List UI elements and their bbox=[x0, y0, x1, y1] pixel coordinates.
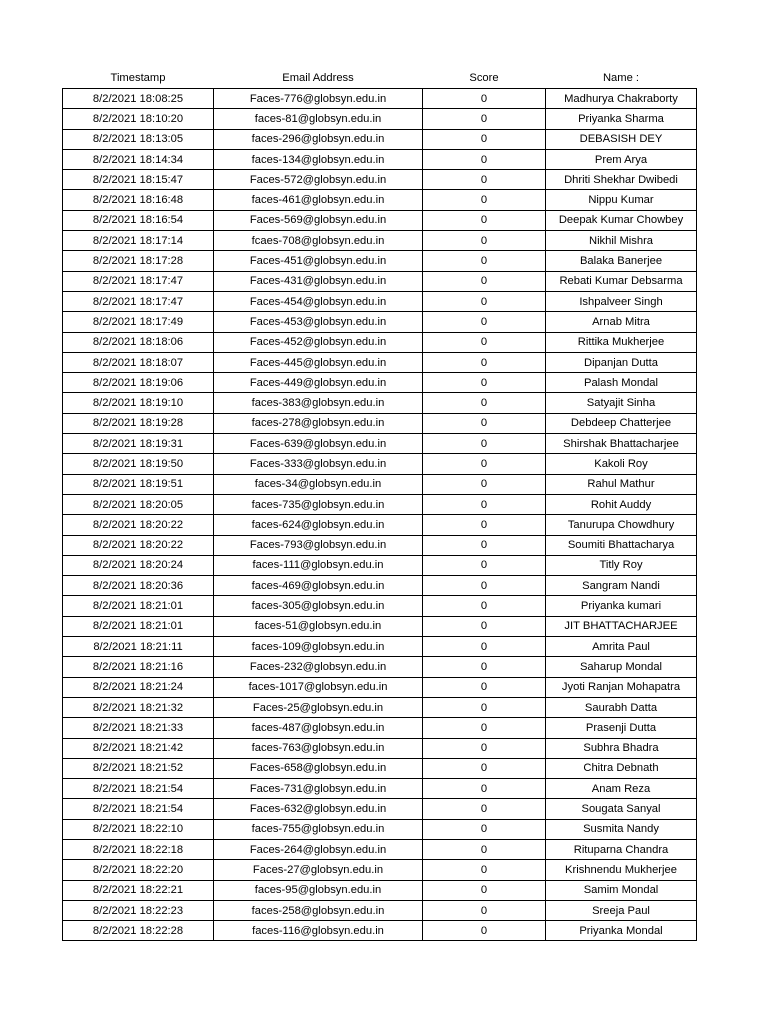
email-cell: Faces-25@globsyn.edu.in bbox=[214, 697, 423, 717]
score-cell: 0 bbox=[423, 515, 546, 535]
score-cell: 0 bbox=[423, 576, 546, 596]
name-cell: Rittika Mukherjee bbox=[546, 332, 697, 352]
table-row bbox=[63, 109, 697, 129]
timestamp-cell: 8/2/2021 18:22:20 bbox=[63, 860, 214, 880]
timestamp-cell: 8/2/2021 18:20:22 bbox=[63, 515, 214, 535]
timestamp-cell: 8/2/2021 18:17:28 bbox=[63, 251, 214, 271]
timestamp-cell: 8/2/2021 18:22:28 bbox=[63, 921, 214, 941]
header-timestamp: Timestamp bbox=[110, 72, 166, 84]
table-row bbox=[63, 637, 697, 657]
name-cell: Subhra Bhadra bbox=[546, 738, 697, 758]
score-cell: 0 bbox=[423, 190, 546, 210]
timestamp-cell: 8/2/2021 18:17:47 bbox=[63, 291, 214, 311]
table-row bbox=[63, 839, 697, 859]
email-cell: faces-134@globsyn.edu.in bbox=[214, 149, 423, 169]
email-cell: Faces-454@globsyn.edu.in bbox=[214, 291, 423, 311]
email-cell: Faces-452@globsyn.edu.in bbox=[214, 332, 423, 352]
email-cell: Faces-793@globsyn.edu.in bbox=[214, 535, 423, 555]
timestamp-cell: 8/2/2021 18:19:28 bbox=[63, 413, 214, 433]
name-cell: Priyanka Sharma bbox=[546, 109, 697, 129]
score-cell: 0 bbox=[423, 231, 546, 251]
email-cell: Faces-431@globsyn.edu.in bbox=[214, 271, 423, 291]
name-cell: DEBASISH DEY bbox=[546, 129, 697, 149]
name-cell: Jyoti Ranjan Mohapatra bbox=[546, 677, 697, 697]
timestamp-cell: 8/2/2021 18:21:52 bbox=[63, 758, 214, 778]
table-row bbox=[63, 799, 697, 819]
timestamp-cell: 8/2/2021 18:21:24 bbox=[63, 677, 214, 697]
name-cell: Nippu Kumar bbox=[546, 190, 697, 210]
table-row bbox=[63, 210, 697, 230]
score-cell: 0 bbox=[423, 779, 546, 799]
email-cell: faces-755@globsyn.edu.in bbox=[214, 819, 423, 839]
table-row bbox=[63, 89, 697, 109]
timestamp-cell: 8/2/2021 18:20:36 bbox=[63, 576, 214, 596]
table-row bbox=[63, 657, 697, 677]
table-row bbox=[63, 576, 697, 596]
table-row bbox=[63, 494, 697, 514]
table-row bbox=[63, 393, 697, 413]
score-cell: 0 bbox=[423, 677, 546, 697]
name-cell: Nikhil Mishra bbox=[546, 231, 697, 251]
email-cell: faces-469@globsyn.edu.in bbox=[214, 576, 423, 596]
score-cell: 0 bbox=[423, 535, 546, 555]
timestamp-cell: 8/2/2021 18:21:54 bbox=[63, 779, 214, 799]
score-cell: 0 bbox=[423, 839, 546, 859]
name-cell: Susmita Nandy bbox=[546, 819, 697, 839]
name-cell: Priyanka kumari bbox=[546, 596, 697, 616]
score-cell: 0 bbox=[423, 291, 546, 311]
name-cell: Kakoli Roy bbox=[546, 454, 697, 474]
email-cell: faces-296@globsyn.edu.in bbox=[214, 129, 423, 149]
email-cell: Faces-776@globsyn.edu.in bbox=[214, 89, 423, 109]
timestamp-cell: 8/2/2021 18:18:07 bbox=[63, 352, 214, 372]
timestamp-cell: 8/2/2021 18:22:10 bbox=[63, 819, 214, 839]
table-header bbox=[63, 68, 697, 89]
email-cell: Faces-451@globsyn.edu.in bbox=[214, 251, 423, 271]
email-cell: fcaes-708@globsyn.edu.in bbox=[214, 231, 423, 251]
score-cell: 0 bbox=[423, 312, 546, 332]
score-cell: 0 bbox=[423, 738, 546, 758]
name-cell: Prem Arya bbox=[546, 149, 697, 169]
timestamp-cell: 8/2/2021 18:15:47 bbox=[63, 170, 214, 190]
name-cell: Titly Roy bbox=[546, 555, 697, 575]
score-cell: 0 bbox=[423, 596, 546, 616]
email-cell: faces-116@globsyn.edu.in bbox=[214, 921, 423, 941]
timestamp-cell: 8/2/2021 18:21:33 bbox=[63, 718, 214, 738]
name-cell: Amrita Paul bbox=[546, 637, 697, 657]
table-row bbox=[63, 596, 697, 616]
email-cell: faces-81@globsyn.edu.in bbox=[214, 109, 423, 129]
timestamp-cell: 8/2/2021 18:20:05 bbox=[63, 494, 214, 514]
spreadsheet-page bbox=[62, 68, 696, 941]
timestamp-cell: 8/2/2021 18:14:34 bbox=[63, 149, 214, 169]
score-cell: 0 bbox=[423, 900, 546, 920]
header-email-address: Email Address bbox=[282, 72, 354, 84]
score-cell: 0 bbox=[423, 555, 546, 575]
table-row bbox=[63, 535, 697, 555]
score-cell: 0 bbox=[423, 89, 546, 109]
email-cell: faces-487@globsyn.edu.in bbox=[214, 718, 423, 738]
timestamp-cell: 8/2/2021 18:20:24 bbox=[63, 555, 214, 575]
table-row bbox=[63, 170, 697, 190]
name-cell: Arnab Mitra bbox=[546, 312, 697, 332]
name-cell: Satyajit Sinha bbox=[546, 393, 697, 413]
name-cell: Chitra Debnath bbox=[546, 758, 697, 778]
email-cell: faces-763@globsyn.edu.in bbox=[214, 738, 423, 758]
email-cell: Faces-639@globsyn.edu.in bbox=[214, 434, 423, 454]
score-cell: 0 bbox=[423, 697, 546, 717]
name-cell: Ishpalveer Singh bbox=[546, 291, 697, 311]
name-cell: Sangram Nandi bbox=[546, 576, 697, 596]
timestamp-cell: 8/2/2021 18:21:16 bbox=[63, 657, 214, 677]
name-cell: Shirshak Bhattacharjee bbox=[546, 434, 697, 454]
email-cell: Faces-232@globsyn.edu.in bbox=[214, 657, 423, 677]
timestamp-cell: 8/2/2021 18:22:23 bbox=[63, 900, 214, 920]
score-cell: 0 bbox=[423, 454, 546, 474]
timestamp-cell: 8/2/2021 18:17:49 bbox=[63, 312, 214, 332]
name-cell: Tanurupa Chowdhury bbox=[546, 515, 697, 535]
table-row bbox=[63, 373, 697, 393]
name-cell: Samim Mondal bbox=[546, 880, 697, 900]
table-row bbox=[63, 900, 697, 920]
timestamp-cell: 8/2/2021 18:19:06 bbox=[63, 373, 214, 393]
name-cell: Rituparna Chandra bbox=[546, 839, 697, 859]
name-cell: Prasenji Dutta bbox=[546, 718, 697, 738]
table-row bbox=[63, 616, 697, 636]
timestamp-cell: 8/2/2021 18:19:10 bbox=[63, 393, 214, 413]
name-cell: Dipanjan Dutta bbox=[546, 352, 697, 372]
table-row bbox=[63, 515, 697, 535]
timestamp-cell: 8/2/2021 18:19:50 bbox=[63, 454, 214, 474]
table-row bbox=[63, 231, 697, 251]
email-cell: faces-461@globsyn.edu.in bbox=[214, 190, 423, 210]
table-row bbox=[63, 149, 697, 169]
name-cell: Krishnendu Mukherjee bbox=[546, 860, 697, 880]
score-cell: 0 bbox=[423, 799, 546, 819]
score-cell: 0 bbox=[423, 251, 546, 271]
table-row bbox=[63, 129, 697, 149]
email-cell: Faces-449@globsyn.edu.in bbox=[214, 373, 423, 393]
score-cell: 0 bbox=[423, 494, 546, 514]
score-cell: 0 bbox=[423, 352, 546, 372]
email-cell: faces-51@globsyn.edu.in bbox=[214, 616, 423, 636]
email-cell: faces-258@globsyn.edu.in bbox=[214, 900, 423, 920]
score-cell: 0 bbox=[423, 819, 546, 839]
table-row bbox=[63, 860, 697, 880]
name-cell: Sreeja Paul bbox=[546, 900, 697, 920]
header-row bbox=[63, 68, 697, 89]
name-cell: Rahul Mathur bbox=[546, 474, 697, 494]
name-cell: Deepak Kumar Chowbey bbox=[546, 210, 697, 230]
name-cell: Palash Mondal bbox=[546, 373, 697, 393]
name-cell: Sougata Sanyal bbox=[546, 799, 697, 819]
table-row bbox=[63, 779, 697, 799]
score-cell: 0 bbox=[423, 637, 546, 657]
name-cell: Soumiti Bhattacharya bbox=[546, 535, 697, 555]
timestamp-cell: 8/2/2021 18:21:11 bbox=[63, 637, 214, 657]
table-row bbox=[63, 190, 697, 210]
name-cell: Priyanka Mondal bbox=[546, 921, 697, 941]
score-cell: 0 bbox=[423, 434, 546, 454]
score-cell: 0 bbox=[423, 373, 546, 393]
score-cell: 0 bbox=[423, 210, 546, 230]
name-cell: Rohit Auddy bbox=[546, 494, 697, 514]
email-cell: faces-735@globsyn.edu.in bbox=[214, 494, 423, 514]
table-row bbox=[63, 251, 697, 271]
table-row bbox=[63, 352, 697, 372]
score-cell: 0 bbox=[423, 129, 546, 149]
score-cell: 0 bbox=[423, 718, 546, 738]
timestamp-cell: 8/2/2021 18:21:54 bbox=[63, 799, 214, 819]
email-cell: Faces-453@globsyn.edu.in bbox=[214, 312, 423, 332]
score-cell: 0 bbox=[423, 393, 546, 413]
timestamp-cell: 8/2/2021 18:19:51 bbox=[63, 474, 214, 494]
table-row bbox=[63, 434, 697, 454]
score-cell: 0 bbox=[423, 860, 546, 880]
timestamp-cell: 8/2/2021 18:17:14 bbox=[63, 231, 214, 251]
timestamp-cell: 8/2/2021 18:21:01 bbox=[63, 616, 214, 636]
score-cell: 0 bbox=[423, 109, 546, 129]
table-row bbox=[63, 819, 697, 839]
table-row bbox=[63, 271, 697, 291]
score-cell: 0 bbox=[423, 271, 546, 291]
email-cell: Faces-445@globsyn.edu.in bbox=[214, 352, 423, 372]
table-row bbox=[63, 880, 697, 900]
score-cell: 0 bbox=[423, 758, 546, 778]
table-row bbox=[63, 332, 697, 352]
email-cell: faces-278@globsyn.edu.in bbox=[214, 413, 423, 433]
table-row bbox=[63, 921, 697, 941]
table-row bbox=[63, 758, 697, 778]
table-row bbox=[63, 291, 697, 311]
header-score: Score bbox=[469, 72, 499, 84]
score-cell: 0 bbox=[423, 921, 546, 941]
timestamp-cell: 8/2/2021 18:20:22 bbox=[63, 535, 214, 555]
score-cell: 0 bbox=[423, 474, 546, 494]
name-cell: Balaka Banerjee bbox=[546, 251, 697, 271]
timestamp-cell: 8/2/2021 18:18:06 bbox=[63, 332, 214, 352]
timestamp-cell: 8/2/2021 18:16:54 bbox=[63, 210, 214, 230]
timestamp-cell: 8/2/2021 18:10:20 bbox=[63, 109, 214, 129]
responses-table bbox=[62, 68, 697, 941]
timestamp-cell: 8/2/2021 18:21:42 bbox=[63, 738, 214, 758]
score-cell: 0 bbox=[423, 413, 546, 433]
score-cell: 0 bbox=[423, 332, 546, 352]
email-cell: Faces-569@globsyn.edu.in bbox=[214, 210, 423, 230]
score-cell: 0 bbox=[423, 149, 546, 169]
timestamp-cell: 8/2/2021 18:13:05 bbox=[63, 129, 214, 149]
timestamp-cell: 8/2/2021 18:08:25 bbox=[63, 89, 214, 109]
table-row bbox=[63, 312, 697, 332]
table-row bbox=[63, 718, 697, 738]
name-cell: Saurabh Datta bbox=[546, 697, 697, 717]
email-cell: faces-305@globsyn.edu.in bbox=[214, 596, 423, 616]
email-cell: Faces-572@globsyn.edu.in bbox=[214, 170, 423, 190]
score-cell: 0 bbox=[423, 616, 546, 636]
score-cell: 0 bbox=[423, 880, 546, 900]
email-cell: Faces-333@globsyn.edu.in bbox=[214, 454, 423, 474]
score-cell: 0 bbox=[423, 170, 546, 190]
email-cell: faces-34@globsyn.edu.in bbox=[214, 474, 423, 494]
timestamp-cell: 8/2/2021 18:16:48 bbox=[63, 190, 214, 210]
score-cell: 0 bbox=[423, 657, 546, 677]
timestamp-cell: 8/2/2021 18:22:21 bbox=[63, 880, 214, 900]
table-row bbox=[63, 697, 697, 717]
email-cell: Faces-731@globsyn.edu.in bbox=[214, 779, 423, 799]
timestamp-cell: 8/2/2021 18:19:31 bbox=[63, 434, 214, 454]
table-row bbox=[63, 413, 697, 433]
name-cell: Dhriti Shekhar Dwibedi bbox=[546, 170, 697, 190]
email-cell: faces-109@globsyn.edu.in bbox=[214, 637, 423, 657]
email-cell: Faces-658@globsyn.edu.in bbox=[214, 758, 423, 778]
email-cell: faces-624@globsyn.edu.in bbox=[214, 515, 423, 535]
name-cell: Debdeep Chatterjee bbox=[546, 413, 697, 433]
name-cell: Madhurya Chakraborty bbox=[546, 89, 697, 109]
table-row bbox=[63, 555, 697, 575]
timestamp-cell: 8/2/2021 18:21:01 bbox=[63, 596, 214, 616]
email-cell: Faces-264@globsyn.edu.in bbox=[214, 839, 423, 859]
timestamp-cell: 8/2/2021 18:17:47 bbox=[63, 271, 214, 291]
email-cell: Faces-632@globsyn.edu.in bbox=[214, 799, 423, 819]
name-cell: Rebati Kumar Debsarma bbox=[546, 271, 697, 291]
table-row bbox=[63, 677, 697, 697]
name-cell: Anam Reza bbox=[546, 779, 697, 799]
email-cell: faces-1017@globsyn.edu.in bbox=[214, 677, 423, 697]
email-cell: faces-111@globsyn.edu.in bbox=[214, 555, 423, 575]
timestamp-cell: 8/2/2021 18:21:32 bbox=[63, 697, 214, 717]
table-row bbox=[63, 738, 697, 758]
timestamp-cell: 8/2/2021 18:22:18 bbox=[63, 839, 214, 859]
header-name: Name : bbox=[602, 72, 640, 84]
email-cell: Faces-27@globsyn.edu.in bbox=[214, 860, 423, 880]
table-row bbox=[63, 474, 697, 494]
name-cell: Saharup Mondal bbox=[546, 657, 697, 677]
email-cell: faces-383@globsyn.edu.in bbox=[214, 393, 423, 413]
name-cell: JIT BHATTACHARJEE bbox=[546, 616, 697, 636]
table-row bbox=[63, 454, 697, 474]
email-cell: faces-95@globsyn.edu.in bbox=[214, 880, 423, 900]
table-body bbox=[63, 89, 697, 941]
